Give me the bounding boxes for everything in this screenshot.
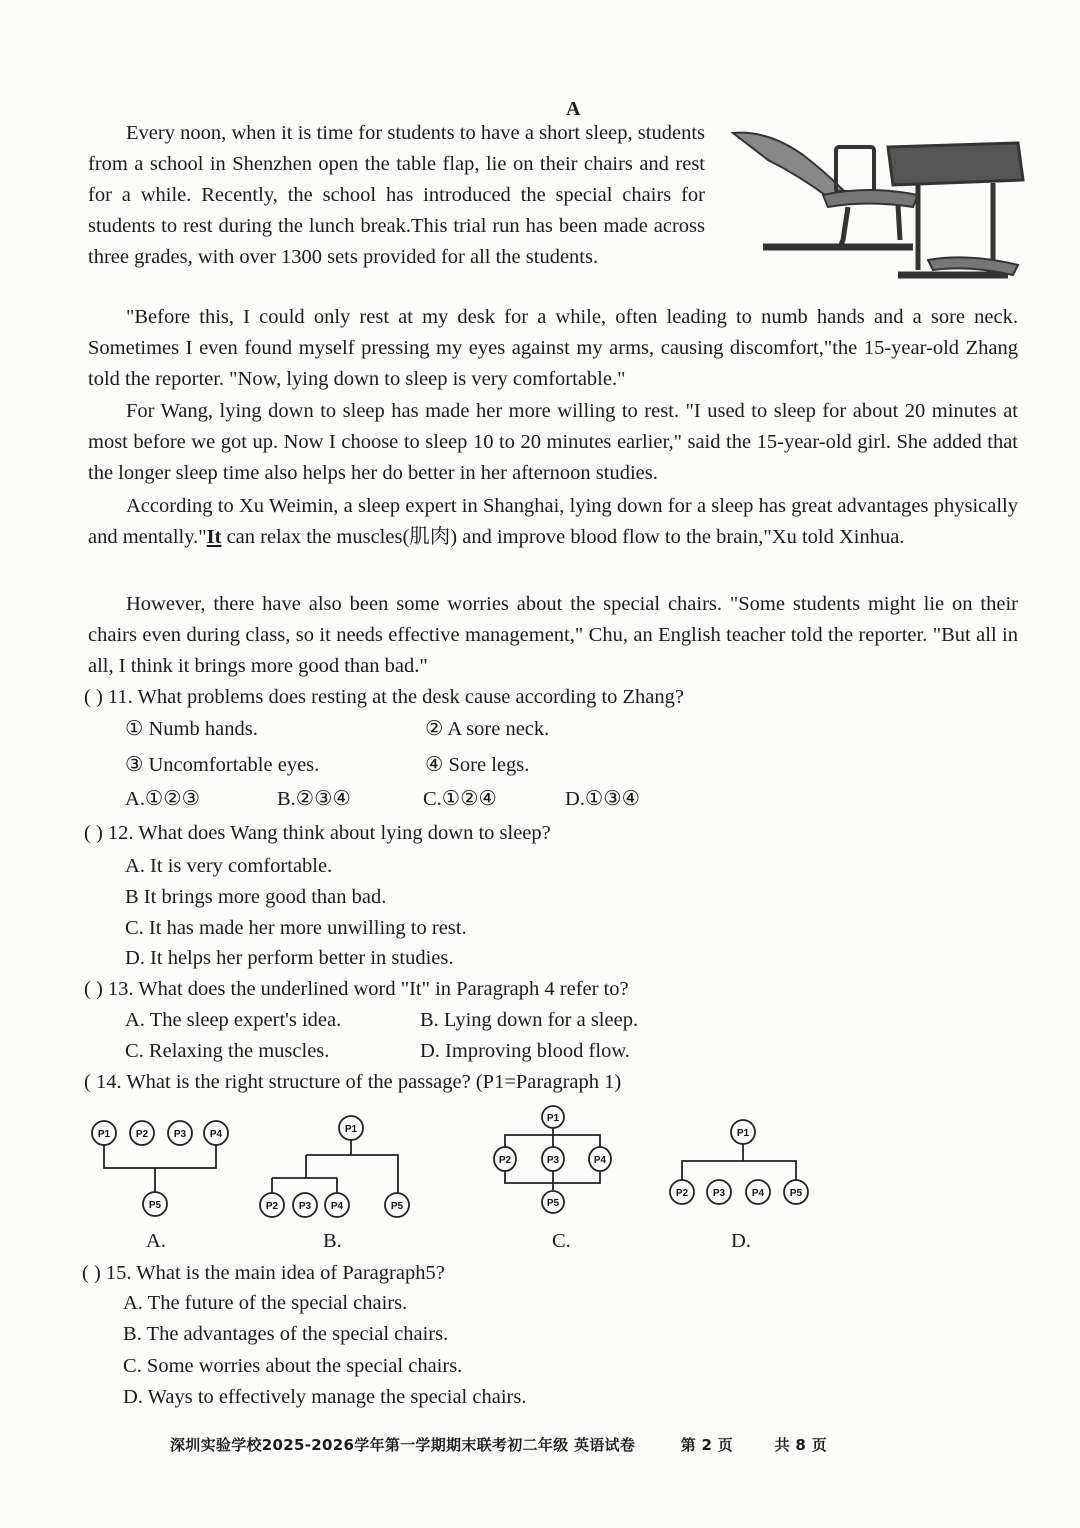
q14-option-d[interactable]: D. [731, 1230, 751, 1252]
q11-option-a[interactable]: A.①②③ [125, 788, 201, 810]
q13-stem: ( ) 13. What does the underlined word "It" in Paragraph 4 refer to? [84, 978, 629, 1000]
q12-option-d[interactable]: D. It helps her perform better in studies. [125, 947, 454, 969]
node-label: P5 [546, 1198, 560, 1209]
node-label: P3 [712, 1188, 726, 1199]
paragraph-3: For Wang, lying down to sleep has made her more willing to rest. "I used to sleep for about 20 minutes at most before we got up. Now I choose to sleep 10 to 20 minutes earlier," said the 15-year-old girl. She added that the longer sleep time also helps her do better in her afternoon studies. [88, 400, 1018, 484]
q12-option-b[interactable]: B It brings more good than bad. [125, 886, 387, 908]
node-label: P2 [265, 1201, 279, 1212]
node-label: P4 [593, 1155, 607, 1166]
q11-option-c[interactable]: C.①②④ [423, 788, 497, 810]
q14-option-b[interactable]: B. [323, 1230, 342, 1252]
q13-option-c[interactable]: C. Relaxing the muscles. [125, 1040, 330, 1062]
q11-option-d[interactable]: D.①③④ [565, 788, 641, 810]
node-label: P5 [789, 1188, 803, 1199]
q12-option-c[interactable]: C. It has made her more unwilling to rest. [125, 917, 467, 939]
q15-option-a[interactable]: A. The future of the special chairs. [123, 1292, 408, 1314]
q13-option-a[interactable]: A. The sleep expert's idea. [125, 1009, 342, 1031]
node-label: P3 [546, 1155, 560, 1166]
q11-item: ② A sore neck. [425, 718, 550, 740]
q11-item: ④ Sore legs. [425, 754, 530, 776]
p4-text-before: According to Xu Weimin, a sleep expert in Shanghai, lying down for a sleep has great advantages physically and mentally." [88, 495, 1018, 548]
node-label: P5 [390, 1201, 404, 1212]
q11-item: ③ Uncomfortable eyes. [125, 754, 320, 776]
page-total: 共 8 页 [774, 1436, 827, 1454]
q15-option-b[interactable]: B. The advantages of the special chairs. [123, 1323, 449, 1345]
page-footer [170, 1434, 827, 1455]
q13-option-d[interactable]: D. Improving blood flow. [420, 1040, 630, 1062]
node-label: P5 [148, 1200, 162, 1211]
node-label: P2 [135, 1129, 149, 1140]
q12-option-a[interactable]: A. It is very comfortable. [125, 855, 333, 877]
q12-stem: ( ) 12. What does Wang think about lying down to sleep? [84, 822, 551, 844]
node-label: P1 [546, 1113, 560, 1124]
q14-option-a[interactable]: A. [146, 1230, 166, 1252]
q11-item: ① Numb hands. [125, 718, 258, 740]
node-label: P4 [209, 1129, 223, 1140]
node-label: P1 [97, 1129, 111, 1140]
lounge-chair-desk-image [728, 125, 1028, 297]
underlined-word-it: It [206, 526, 222, 548]
q11-stem: ( ) 11. What problems does resting at the desk cause according to Zhang? [84, 686, 685, 708]
exam-title: 深圳实验学校2025-2026学年第一学期期末联考初二年级 英语试卷 [170, 1436, 636, 1454]
p4-text-after: can relax the muscles(肌肉) and improve blood flow to the brain,"Xu told Xinhua. [221, 526, 905, 548]
q13-option-b[interactable]: B. Lying down for a sleep. [420, 1009, 639, 1031]
node-label: P3 [298, 1201, 312, 1212]
paragraph-2: "Before this, I could only rest at my desk for a while, often leading to numb hands and a sore neck. Sometimes I even found myself pressing my eyes against my arms, causing discomfort,"the 15-year-old Zhang told the reporter. "Now, lying down to sleep is very comfortable." [88, 306, 1018, 390]
q11-option-b[interactable]: B.②③④ [277, 788, 351, 810]
node-label: P1 [344, 1124, 358, 1135]
q15-option-d[interactable]: D. Ways to effectively manage the special chairs. [123, 1386, 527, 1408]
section-title: A [566, 98, 581, 120]
paragraph-5: However, there have also been some worries about the special chairs. "Some students might lie on their chairs even during class, so it needs effective management," Chu, an English teacher told the reporter. "But all in all, I think it brings more good than bad." [88, 593, 1018, 677]
page-number: 第 2 页 [680, 1436, 734, 1454]
paragraph-4 [88, 491, 1018, 553]
node-label: P3 [173, 1129, 187, 1140]
node-label: P4 [330, 1201, 344, 1212]
node-label: P2 [498, 1155, 512, 1166]
q14-stem: ( 14. What is the right structure of the passage? (P1=Paragraph 1) [84, 1071, 622, 1093]
q14-option-c[interactable]: C. [552, 1230, 571, 1252]
paragraph-1: Every noon, when it is time for students to have a short sleep, students from a school in Shenzhen open the table flap, lie on their chairs and rest for a while. Recently, the school has introduced the special chairs for students to rest during the lunch break.This trial run has been made across three grades, with over 1300 sets provided for all the students. [88, 122, 705, 268]
node-label: P2 [675, 1188, 689, 1199]
node-label: P4 [751, 1188, 765, 1199]
structure-diagrams [0, 1100, 830, 1220]
q15-stem: ( ) 15. What is the main idea of Paragraph5? [82, 1262, 445, 1284]
node-label: P1 [736, 1128, 750, 1139]
q15-option-c[interactable]: C. Some worries about the special chairs. [123, 1355, 463, 1377]
